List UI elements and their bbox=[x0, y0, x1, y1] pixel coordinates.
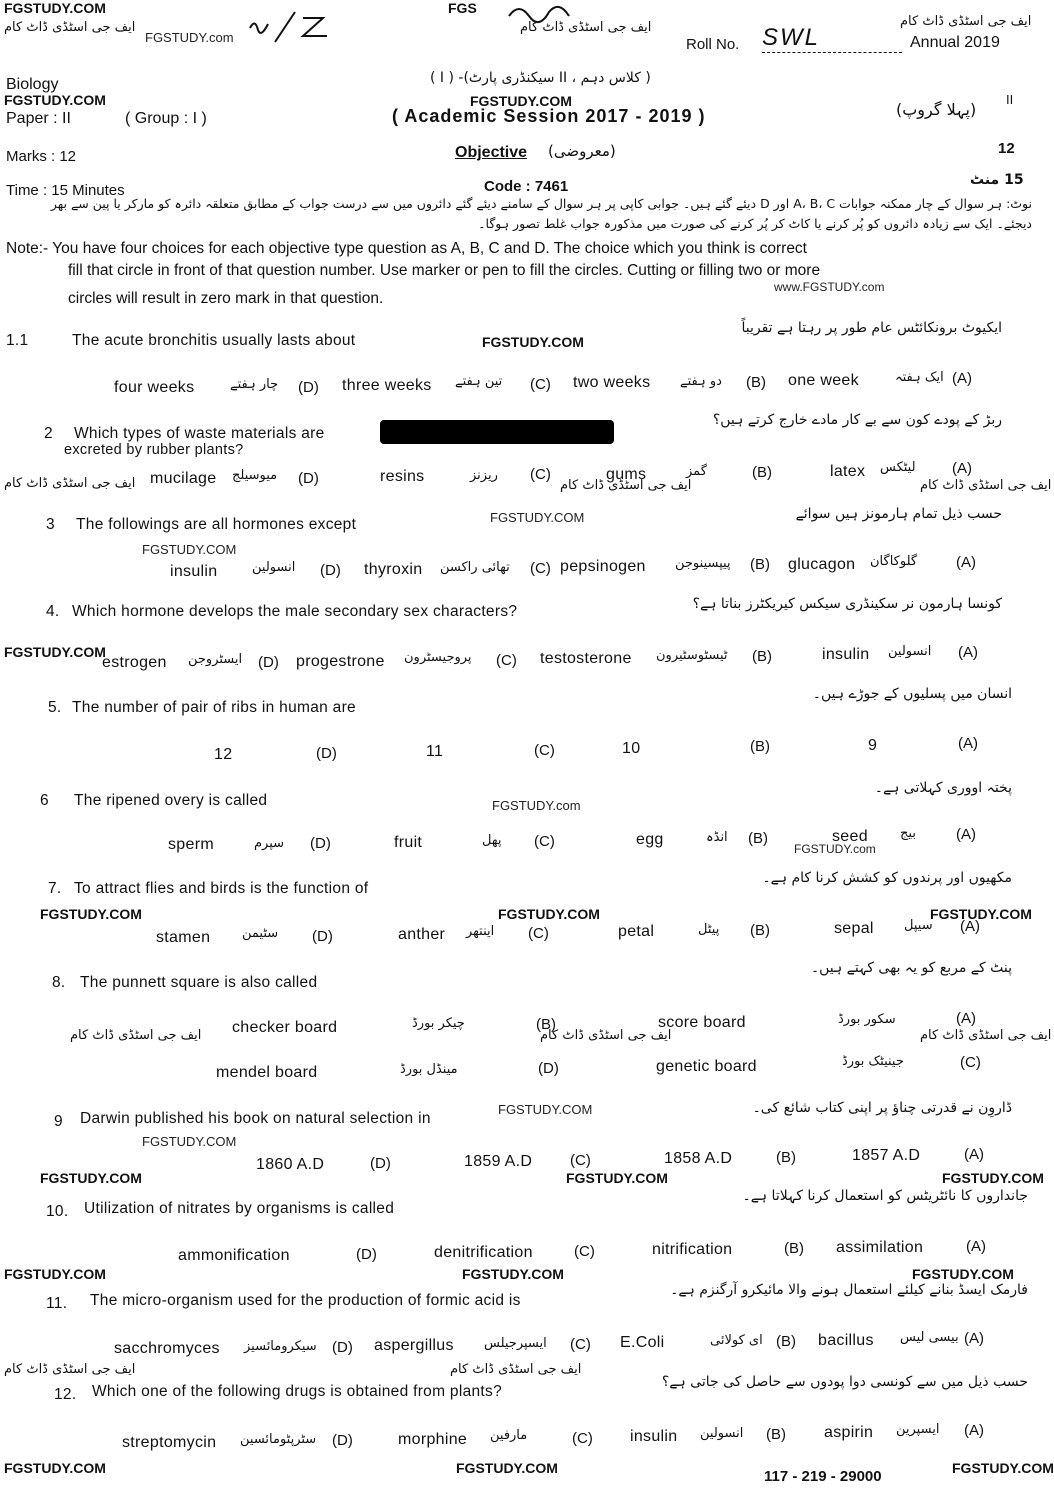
question-number: 6 bbox=[40, 792, 49, 809]
question-text: Which hormone develops the male secondary sex characters? bbox=[72, 603, 518, 620]
option-label: (B) bbox=[784, 1240, 804, 1257]
option-urdu: ای کولائی bbox=[710, 1333, 763, 1348]
option-urdu: ریزنز bbox=[470, 468, 498, 483]
watermark: FGSTUDY.COM bbox=[942, 1170, 1044, 1186]
roll-underline bbox=[762, 52, 902, 53]
option-urdu: مینڈل بورڈ bbox=[400, 1062, 458, 1077]
option-urdu: بیسی لیس bbox=[900, 1330, 959, 1345]
option-urdu: سٹرپٹومائسین bbox=[240, 1432, 317, 1447]
question-urdu: جانداروں کا نائٹریٹس کو استعمال کرنا کہلاتا ہے۔ bbox=[742, 1188, 1028, 1204]
watermark: FGSTUDY.COM bbox=[462, 1266, 564, 1282]
option-label: (C) bbox=[574, 1243, 595, 1260]
option-label: (B) bbox=[752, 464, 772, 481]
watermark: FGSTUDY.com bbox=[492, 798, 581, 813]
option-text: resins bbox=[380, 468, 425, 485]
option-urdu: سپرم bbox=[254, 836, 285, 851]
option-text: stamen bbox=[156, 929, 211, 946]
option-text: 1858 A.D bbox=[664, 1150, 733, 1167]
option-text: petal bbox=[618, 923, 655, 940]
option-text: two weeks bbox=[573, 374, 651, 391]
watermark-urdu: ایف جی اسٹڈی ڈاٹ کام bbox=[70, 1028, 202, 1043]
watermark: FGSTUDY.COM bbox=[930, 906, 1032, 922]
option-text: insulin bbox=[630, 1428, 678, 1445]
option-text: one week bbox=[788, 372, 859, 389]
option-urdu: ایسٹروجن bbox=[188, 652, 243, 667]
option-text: bacillus bbox=[818, 1332, 874, 1349]
option-text: 1860 A.D bbox=[256, 1156, 325, 1173]
option-label: (A) bbox=[958, 644, 978, 661]
question-number: 10. bbox=[46, 1203, 69, 1220]
option-urdu: مارفین bbox=[490, 1428, 528, 1443]
option-label: (C) bbox=[496, 652, 517, 669]
option-text: glucagon bbox=[788, 556, 856, 573]
watermark: FGSTUDY.COM bbox=[566, 1170, 668, 1186]
roll-label: Roll No. bbox=[686, 36, 740, 53]
question-urdu: ڈاروِن نے قدرتی چناؤ پر اپنی کتاب شائع کی۔ bbox=[752, 1100, 1012, 1116]
option-text: 12 bbox=[214, 746, 233, 763]
option-label: (A) bbox=[956, 1010, 976, 1027]
option-text: 9 bbox=[868, 737, 878, 754]
option-text: estrogen bbox=[102, 654, 167, 671]
watermark: FGSTUDY.COM bbox=[4, 1266, 106, 1282]
watermark: FGSTUDY.COM bbox=[952, 1460, 1054, 1476]
question-text: The punnett square is also called bbox=[80, 974, 318, 991]
watermark-urdu: ایف جی اسٹڈی ڈاٹ کام bbox=[4, 20, 136, 35]
option-label: (A) bbox=[964, 1146, 984, 1163]
note-urdu-line1: نوٹ: ہر سوال کے چار ممکنہ جوابات A، B، C اور D دیئے گئے ہیں۔ جوابی کاپی پر ہر سوال کے سامنے دیئے گئے دائروں میں سے درست جواب کے مطابق متعلقہ دائرہ کو مارکر یا پین سے بھر bbox=[50, 196, 1032, 211]
watermark: FGSTUDY.COM bbox=[470, 93, 572, 109]
note-line2: fill that circle in front of that question number. Use marker or pen to fill the circles. Cutting or filling two or more bbox=[68, 262, 821, 279]
watermark: FGSTUDY.COM bbox=[4, 92, 106, 108]
question-urdu: حسب ذیل تمام ہارمونز ہیں سوائے bbox=[795, 506, 1002, 522]
question-number: 7. bbox=[48, 880, 62, 897]
option-urdu: جینیٹک بورڈ bbox=[842, 1054, 904, 1069]
question-number: 11. bbox=[46, 1295, 68, 1312]
watermark: FGSTUDY.COM bbox=[40, 1170, 142, 1186]
note-line1: Note:- You have four choices for each objective type question as A, B, C and D. The choice which you think is correct bbox=[6, 240, 807, 257]
question-number: 2 bbox=[44, 425, 53, 442]
option-label: (C) bbox=[530, 466, 551, 483]
question-text-continued: excreted by rubber plants? bbox=[64, 442, 244, 458]
option-label: (A) bbox=[966, 1238, 986, 1255]
option-text: pepsinogen bbox=[560, 558, 646, 575]
option-text: latex bbox=[830, 463, 866, 480]
exam-name: Annual 2019 bbox=[910, 34, 1000, 51]
option-label: (C) bbox=[530, 560, 551, 577]
option-label: (B) bbox=[746, 374, 766, 391]
option-urdu: انسولین bbox=[888, 644, 932, 659]
option-label: (C) bbox=[534, 833, 555, 850]
option-urdu: انڈہ bbox=[706, 830, 728, 845]
option-label: (C) bbox=[570, 1152, 591, 1169]
option-label: (C) bbox=[534, 742, 555, 759]
option-text: streptomycin bbox=[122, 1434, 217, 1451]
option-text: three weeks bbox=[342, 377, 432, 394]
option-urdu: اینتھر bbox=[466, 924, 495, 939]
option-label: (C) bbox=[528, 925, 549, 942]
option-urdu: تھائی راکسن bbox=[440, 560, 510, 575]
question-text: The ripened overy is called bbox=[74, 792, 268, 809]
option-urdu: دو ہفتے bbox=[680, 374, 722, 389]
option-urdu: تین ہفتے bbox=[455, 374, 503, 389]
objective-label: Objective bbox=[455, 144, 528, 161]
option-urdu: سٹیمن bbox=[242, 926, 279, 941]
option-label: (D) bbox=[332, 1339, 353, 1356]
option-label: (D) bbox=[356, 1246, 377, 1263]
option-urdu: ایک ہفتہ bbox=[895, 370, 944, 385]
watermark-urdu: ایف جی اسٹڈی ڈاٹ کام bbox=[4, 1362, 136, 1377]
watermark: FGSTUDY.COM bbox=[456, 1460, 558, 1476]
option-text: seed bbox=[832, 828, 868, 845]
option-label: (D) bbox=[312, 928, 333, 945]
option-text: ammonification bbox=[178, 1247, 290, 1264]
subject: Biology bbox=[6, 76, 59, 93]
watermark-urdu: ایف جی اسٹڈی ڈاٹ کام bbox=[920, 478, 1052, 493]
watermark: FGSTUDY.COM bbox=[498, 906, 600, 922]
option-urdu: پروجیسٹرون bbox=[404, 650, 472, 665]
option-label: (A) bbox=[956, 826, 976, 843]
option-label: (B) bbox=[766, 1426, 786, 1443]
question-text: The micro-organism used for the production of formic acid is bbox=[90, 1292, 521, 1309]
option-label: (B) bbox=[748, 830, 768, 847]
question-urdu: کونسا ہارمون نر سکینڈری سیکس کیریکٹرز بناتا ہے؟ bbox=[692, 596, 1002, 612]
option-text: 11 bbox=[426, 743, 444, 760]
option-urdu: ایسپرجیلس bbox=[484, 1336, 547, 1351]
question-urdu: انسان میں پسلیوں کے جوڑے ہیں۔ bbox=[812, 686, 1012, 702]
question-number: 5. bbox=[48, 699, 62, 716]
academic-session: ( Academic Session 2017 - 2019 ) bbox=[392, 106, 706, 126]
option-urdu: پیپسینوجن bbox=[675, 556, 731, 571]
group-label: ( Group : I ) bbox=[125, 110, 207, 127]
question-number: 1.1 bbox=[6, 332, 29, 349]
option-text: genetic board bbox=[656, 1058, 757, 1075]
option-text: mendel board bbox=[216, 1064, 318, 1081]
option-text: checker board bbox=[232, 1019, 338, 1036]
question-text: The number of pair of ribs in human are bbox=[72, 699, 356, 716]
question-number: 12. bbox=[54, 1386, 77, 1403]
option-text: progestrone bbox=[296, 653, 385, 670]
option-label: (D) bbox=[316, 745, 337, 762]
paper-urdu: II bbox=[1006, 92, 1014, 107]
option-urdu: سیکرومائسیز bbox=[244, 1339, 317, 1354]
watermark-urdu: ایف جی اسٹڈی ڈاٹ کام bbox=[450, 1362, 582, 1377]
option-text: aspirin bbox=[824, 1424, 874, 1441]
option-text: 10 bbox=[622, 740, 641, 757]
class-urdu: ( I ) -(سیکنڈری پارٹ II ، کلاس دہم ) bbox=[430, 70, 651, 86]
option-label: (C) bbox=[960, 1054, 981, 1071]
option-label: (D) bbox=[298, 470, 319, 487]
watermark: FGSTUDY.COM bbox=[142, 542, 237, 557]
option-text: insulin bbox=[822, 646, 870, 663]
question-number: 3 bbox=[46, 516, 55, 533]
option-label: (A) bbox=[960, 918, 980, 935]
note-line3: circles will result in zero mark in that question. bbox=[68, 290, 384, 307]
note-urdu-line2: دیجئے۔ ایک سے زیادہ دائروں کو پُر کرنے یا کاٹ کر پُر کرنے کی صورت میں مذکورہ جواب غلط تصور ہوگا۔ bbox=[478, 216, 1032, 231]
option-text: insulin bbox=[170, 563, 218, 580]
time-label: Time : 15 Minutes bbox=[6, 182, 125, 199]
option-text: nitrification bbox=[652, 1241, 733, 1258]
option-text: assimilation bbox=[836, 1239, 924, 1256]
handwritten-mark bbox=[245, 8, 335, 44]
option-text: 1857 A.D bbox=[852, 1147, 921, 1164]
option-label: (B) bbox=[750, 922, 770, 939]
paper-code: Code : 7461 bbox=[484, 178, 569, 195]
option-urdu: میوسیلج bbox=[232, 468, 278, 483]
objective-urdu: (معروضی) bbox=[548, 142, 616, 160]
question-text: The followings are all hormones except bbox=[76, 516, 357, 533]
option-text: sperm bbox=[168, 836, 214, 853]
watermark: FGSTUDY.com bbox=[794, 842, 876, 856]
watermark: FGSTUDY.COM bbox=[40, 906, 142, 922]
question-urdu: ایکیوٹ برونکائٹس عام طور پر رہتا ہے تقریباً bbox=[741, 320, 1002, 336]
question-urdu: فارمک ایسڈ بنانے کیلئے استعمال ہونے والا مائیکرو آرگنزم ہے۔ bbox=[670, 1282, 1028, 1298]
option-label: (D) bbox=[258, 654, 279, 671]
option-urdu: پھل bbox=[482, 833, 502, 848]
option-urdu: سکور بورڈ bbox=[838, 1012, 896, 1027]
paper-label: Paper : II bbox=[6, 110, 71, 127]
option-text: thyroxin bbox=[364, 561, 423, 578]
option-text: anther bbox=[398, 926, 446, 943]
option-label: (A) bbox=[952, 370, 972, 387]
marks-label: Marks : 12 bbox=[6, 148, 77, 165]
option-urdu: پیٹل bbox=[698, 922, 720, 937]
option-urdu: لیٹکس bbox=[880, 460, 916, 475]
option-label: (B) bbox=[776, 1333, 796, 1350]
question-urdu: حسب ذیل میں سے کونسی دوا پودوں سے حاصل کی جاتی ہے؟ bbox=[661, 1374, 1028, 1390]
option-label: (A) bbox=[964, 1330, 984, 1347]
question-urdu: پنٹ کے مربع کو یہ بھی کہتے ہیں۔ bbox=[810, 960, 1012, 976]
option-urdu: ایسپرین bbox=[896, 1422, 940, 1437]
watermark: FGSTUDY.COM bbox=[4, 1460, 106, 1476]
watermark-urdu: ایف جی اسٹڈی ڈاٹ کام bbox=[560, 478, 692, 493]
marks-urdu: 12 bbox=[998, 140, 1015, 157]
option-label: (B) bbox=[750, 556, 770, 573]
question-text: The acute bronchitis usually lasts about bbox=[72, 332, 356, 349]
option-urdu: گلوکاگان bbox=[870, 554, 918, 569]
option-text: fruit bbox=[394, 834, 423, 851]
option-label: (B) bbox=[536, 1016, 556, 1033]
watermark-urdu: ایف جی اسٹڈی ڈاٹ کام bbox=[4, 476, 136, 491]
option-label: (B) bbox=[752, 648, 772, 665]
option-text: morphine bbox=[398, 1431, 468, 1448]
question-number: 8. bbox=[52, 974, 66, 991]
watermark: FGSTUDY.COM bbox=[482, 334, 584, 350]
watermark: FGSTUDY.com bbox=[145, 30, 234, 45]
option-label: (A) bbox=[958, 735, 978, 752]
time-urdu: 15 منٹ bbox=[970, 172, 1024, 188]
option-text: denitrification bbox=[434, 1244, 533, 1261]
option-urdu: چار ہفتے bbox=[230, 377, 279, 392]
question-text: Darwin published his book on natural selection in bbox=[80, 1110, 431, 1127]
option-urdu: انسولین bbox=[700, 1426, 744, 1441]
option-label: (D) bbox=[370, 1155, 391, 1172]
watermark: FGSTUDY.COM bbox=[4, 644, 106, 660]
option-text: gums bbox=[606, 466, 647, 483]
watermark-urdu: ایف جی اسٹڈی ڈاٹ کام bbox=[920, 1028, 1052, 1043]
roll-value: SWL bbox=[762, 24, 821, 51]
option-label: (C) bbox=[570, 1336, 591, 1353]
footer-code: 117 - 219 - 29000 bbox=[764, 1468, 882, 1485]
option-label: (D) bbox=[298, 379, 319, 396]
option-label: (C) bbox=[572, 1430, 593, 1447]
option-text: aspergillus bbox=[374, 1337, 454, 1354]
option-urdu: انسولین bbox=[252, 560, 296, 575]
question-text: Which one of the following drugs is obtained from plants? bbox=[92, 1383, 502, 1400]
option-text: four weeks bbox=[114, 379, 195, 396]
option-label: (B) bbox=[750, 738, 770, 755]
option-text: sacchromyces bbox=[114, 1340, 220, 1357]
watermark: FGSTUDY.COM bbox=[142, 1134, 237, 1149]
option-text: score board bbox=[658, 1014, 746, 1031]
watermark: FGSTUDY.COM bbox=[4, 0, 106, 16]
watermark-urdu: ایف جی اسٹڈی ڈاٹ کام bbox=[900, 14, 1032, 29]
handwritten-scribble bbox=[505, 0, 585, 22]
option-text: sepal bbox=[834, 920, 874, 937]
redaction-mark bbox=[380, 420, 614, 444]
watermark: FGSTUDY.COM bbox=[498, 1102, 593, 1117]
question-urdu: ربڑ کے پودے کون سے بے کار مادے خارج کرتے ہیں؟ bbox=[712, 412, 1002, 428]
question-urdu: مکھیوں اور پرندوں کو کشش کرنا کام ہے۔ bbox=[762, 870, 1012, 886]
watermark: FGSTUDY.COM bbox=[912, 1266, 1014, 1282]
option-label: (D) bbox=[538, 1060, 559, 1077]
option-text: testosterone bbox=[540, 650, 632, 667]
group-urdu: (پہلا گروپ) bbox=[896, 100, 977, 119]
watermark-urdu: ایف جی اسٹڈی ڈاٹ کام bbox=[520, 20, 652, 35]
watermark: FGS bbox=[448, 0, 477, 16]
option-label: (D) bbox=[320, 562, 341, 579]
option-urdu: ٹیسٹوسٹیرون bbox=[656, 648, 728, 663]
question-number: 9 bbox=[54, 1113, 63, 1130]
option-label: (A) bbox=[952, 460, 972, 477]
option-label: (A) bbox=[964, 1422, 984, 1439]
option-urdu: گمز bbox=[686, 464, 707, 479]
option-urdu: چیکر بورڈ bbox=[412, 1016, 465, 1031]
option-text: 1859 A.D bbox=[464, 1153, 533, 1170]
watermark: FGSTUDY.COM bbox=[490, 510, 585, 525]
option-text: E.Coli bbox=[620, 1334, 665, 1351]
option-text: egg bbox=[636, 831, 664, 848]
option-urdu: سیپل bbox=[904, 918, 933, 933]
watermark-urdu: ایف جی اسٹڈی ڈاٹ کام bbox=[540, 1028, 672, 1043]
question-text: Which types of waste materials are bbox=[74, 425, 325, 442]
question-text: To attract flies and birds is the function of bbox=[74, 880, 369, 897]
option-text: mucilage bbox=[150, 470, 217, 487]
option-label: (C) bbox=[530, 376, 551, 393]
option-label: (B) bbox=[776, 1149, 796, 1166]
option-label: (A) bbox=[956, 554, 976, 571]
question-text: Utilization of nitrates by organisms is called bbox=[84, 1200, 395, 1217]
option-label: (D) bbox=[310, 835, 331, 852]
question-urdu: پختہ اووری کہلاتی ہے۔ bbox=[874, 780, 1012, 796]
option-label: (D) bbox=[332, 1432, 353, 1449]
option-urdu: بیج bbox=[900, 826, 916, 841]
question-number: 4. bbox=[46, 603, 60, 620]
watermark: www.FGSTUDY.com bbox=[774, 280, 885, 294]
